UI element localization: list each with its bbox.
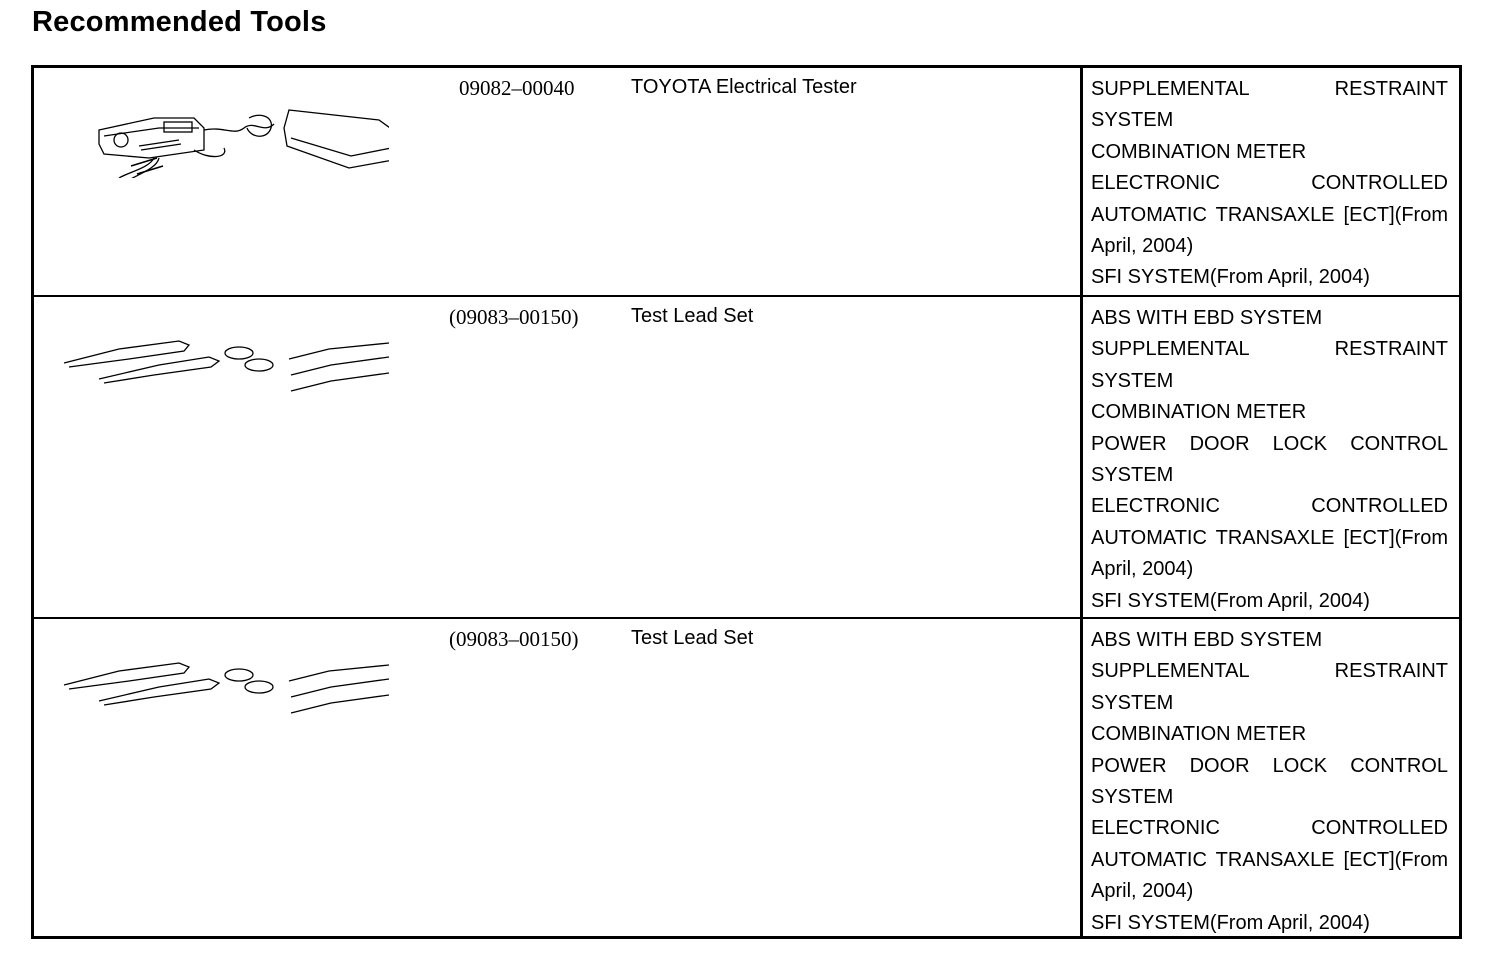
applicable-systems-list bbox=[1091, 625, 1448, 939]
part-number: (09083–00150) bbox=[449, 305, 579, 329]
tool-name: Test Lead Set bbox=[631, 627, 754, 649]
tools-table bbox=[31, 65, 1462, 939]
system-item: ELECTRONIC CONTROLLED AUTOMATIC TRANSAXLE [ECT](From April, 2004) bbox=[1091, 495, 1448, 581]
system-item: SFI SYSTEM(From April, 2004) bbox=[1091, 589, 1370, 612]
system-item: COMBINATION METER bbox=[1091, 401, 1307, 424]
system-item: ELECTRONIC CONTROLLED AUTOMATIC TRANSAXLE [ECT](From April, 2004) bbox=[1091, 172, 1448, 258]
applicable-systems-list bbox=[1091, 74, 1448, 294]
column-divider bbox=[1080, 297, 1083, 617]
system-item: ABS WITH EBD SYSTEM bbox=[1091, 307, 1323, 329]
electrical-tester-icon bbox=[59, 88, 389, 178]
system-item: SUPPLEMENTAL RESTRAINT SYSTEM bbox=[1091, 660, 1448, 714]
test-lead-set-icon bbox=[59, 641, 389, 731]
system-item: SFI SYSTEM(From April, 2004) bbox=[1091, 911, 1370, 934]
system-item: SFI SYSTEM(From April, 2004) bbox=[1091, 266, 1370, 289]
part-number: 09082–00040 bbox=[459, 76, 575, 100]
tool-row bbox=[34, 619, 1459, 939]
system-item: COMBINATION METER bbox=[1091, 140, 1307, 163]
part-number: (09083–00150) bbox=[449, 627, 579, 651]
system-item: SUPPLEMENTAL RESTRAINT SYSTEM bbox=[1091, 78, 1448, 132]
test-lead-set-icon bbox=[59, 319, 389, 409]
applicable-systems-list bbox=[1091, 303, 1448, 617]
tool-name: Test Lead Set bbox=[631, 305, 754, 327]
system-item: POWER DOOR LOCK CONTROL SYSTEM bbox=[1091, 432, 1448, 487]
system-item: COMBINATION METER bbox=[1091, 723, 1307, 746]
tool-row bbox=[34, 68, 1459, 297]
system-item: POWER DOOR LOCK CONTROL SYSTEM bbox=[1091, 754, 1448, 809]
system-item: SUPPLEMENTAL RESTRAINT SYSTEM bbox=[1091, 338, 1448, 392]
tool-row bbox=[34, 297, 1459, 619]
tool-name: TOYOTA Electrical Tester bbox=[631, 76, 857, 98]
system-item: ELECTRONIC CONTROLLED AUTOMATIC TRANSAXLE [ECT](From April, 2004) bbox=[1091, 817, 1448, 903]
column-divider bbox=[1080, 68, 1083, 295]
system-item: ABS WITH EBD SYSTEM bbox=[1091, 629, 1323, 651]
column-divider bbox=[1080, 619, 1083, 939]
page-title: Recommended Tools bbox=[32, 6, 327, 38]
